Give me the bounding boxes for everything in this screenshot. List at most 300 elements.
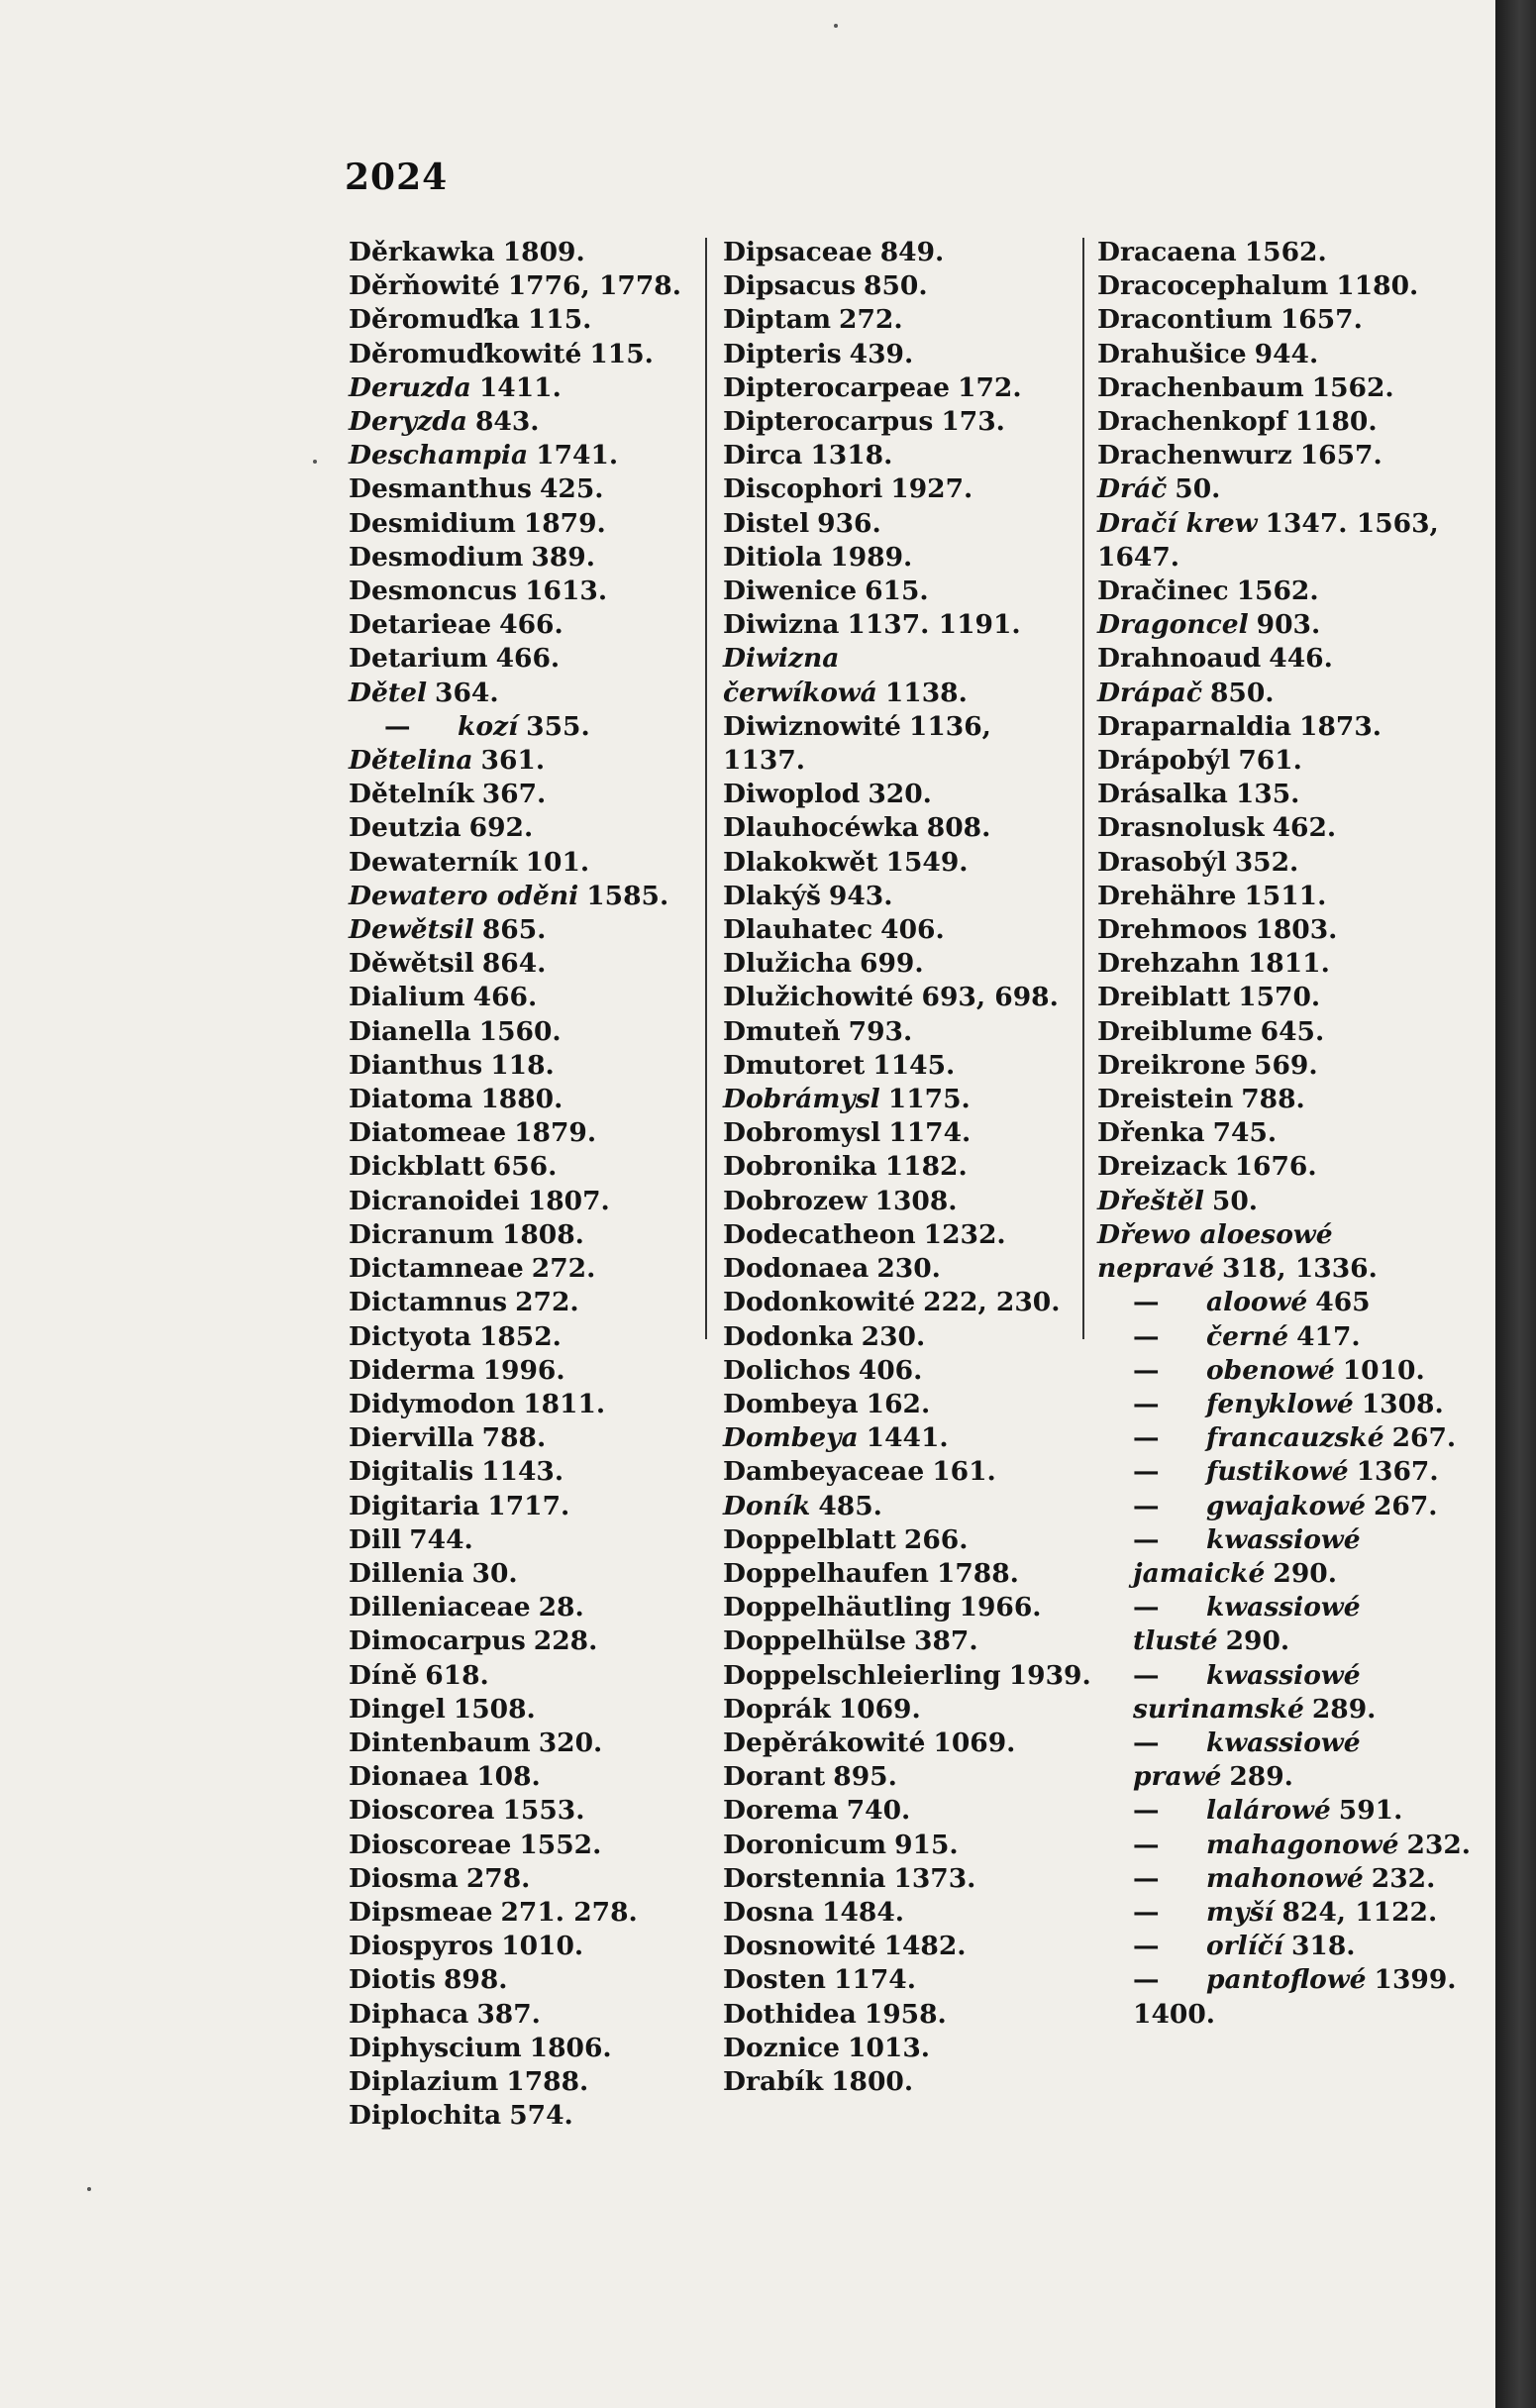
entry-page-ref: 1318. bbox=[810, 440, 893, 471]
entry-page-ref: 895. bbox=[833, 1761, 897, 1793]
entry-term: Deutzia bbox=[349, 812, 461, 844]
entry-page-ref: 1308. bbox=[874, 1185, 958, 1216]
entry-term: Dračí krew bbox=[1097, 507, 1258, 539]
entry-page-ref: 232. bbox=[1371, 1862, 1436, 1894]
index-entry bbox=[723, 1421, 1065, 1455]
entry-term: Desmodium bbox=[349, 541, 524, 573]
index-entry bbox=[723, 1963, 1065, 1997]
index-entry bbox=[349, 405, 685, 439]
entry-page-ref: 864. bbox=[481, 948, 547, 980]
entry-page-ref: 406. bbox=[858, 1354, 923, 1386]
entry-term: Dewaterník bbox=[349, 846, 518, 878]
entry-page-ref: 162. bbox=[866, 1388, 931, 1419]
entry-page-ref: 1367. bbox=[1356, 1456, 1439, 1488]
index-entry bbox=[349, 1116, 685, 1150]
entry-term: Dreiblatt bbox=[1097, 982, 1231, 1013]
entry-term: Dracocephalum bbox=[1097, 270, 1329, 302]
entry-page-ref: 466. bbox=[472, 982, 538, 1013]
entry-page-ref: 135. bbox=[1235, 779, 1300, 810]
index-entry bbox=[349, 2065, 685, 2099]
entry-term: Drachenwurz bbox=[1097, 440, 1292, 471]
entry-page-ref: 30. bbox=[471, 1557, 518, 1589]
entry-term: Dračinec bbox=[1097, 576, 1229, 607]
index-entry bbox=[723, 608, 1065, 642]
entry-term: Dioscorea bbox=[349, 1795, 495, 1827]
index-entry bbox=[1097, 1930, 1474, 1963]
entry-term: Dipterocarpus bbox=[723, 406, 934, 438]
index-entry bbox=[723, 1354, 1065, 1388]
entry-page-ref: 793. bbox=[848, 1015, 913, 1047]
index-entry bbox=[349, 1286, 685, 1319]
entry-page-ref: 1657. bbox=[1280, 304, 1363, 336]
index-entry bbox=[349, 1624, 685, 1658]
entry-term: Dewětsil bbox=[349, 914, 474, 946]
entry-page-ref: 744. bbox=[409, 1523, 473, 1555]
entry-page-ref: 266. bbox=[903, 1523, 969, 1555]
index-entry bbox=[349, 2099, 685, 2133]
entry-term: kwassiowé jamaické bbox=[1133, 1523, 1361, 1589]
entry-term: Dipteris bbox=[723, 338, 842, 369]
entry-page-ref: 361. bbox=[480, 745, 546, 777]
entry-term: Dragoncel bbox=[1097, 609, 1249, 641]
entry-page-ref: 1806. bbox=[529, 2032, 612, 2063]
entry-term: černé bbox=[1206, 1320, 1289, 1352]
entry-page-ref: 1939. bbox=[1008, 1659, 1091, 1691]
entry-page-ref: 1145. bbox=[872, 1049, 956, 1081]
entry-term: Dlakokwět bbox=[723, 846, 878, 878]
entry-term: Dombeya bbox=[723, 1388, 859, 1419]
index-entry bbox=[1097, 1829, 1474, 1862]
entry-page-ref: 387. bbox=[914, 1625, 978, 1657]
entry-term: Děromuďkowité bbox=[349, 338, 582, 369]
entry-term: Diatoma bbox=[349, 1084, 473, 1115]
entry-term: Dothidea bbox=[723, 1998, 857, 2030]
index-entry bbox=[349, 1388, 685, 1421]
index-entry bbox=[1097, 303, 1474, 337]
entry-term: obenowé bbox=[1206, 1354, 1335, 1386]
entry-page-ref: 417. bbox=[1296, 1320, 1361, 1352]
index-entry bbox=[723, 1523, 1065, 1557]
entry-page-ref: 645. bbox=[1260, 1015, 1325, 1047]
index-entry bbox=[1097, 1150, 1474, 1184]
entry-page-ref: 367. bbox=[481, 779, 547, 810]
index-column-3 bbox=[1097, 236, 1474, 2032]
entry-term: Doppelschleierling bbox=[723, 1659, 1001, 1691]
entry-term: Diwoplod bbox=[723, 779, 861, 810]
entry-dash: — bbox=[1133, 1862, 1160, 1894]
index-entry bbox=[1097, 710, 1474, 744]
entry-page-ref: 1776, 1778. bbox=[507, 270, 681, 302]
index-entry bbox=[1097, 1591, 1474, 1658]
entry-page-ref: 1807. bbox=[527, 1185, 610, 1216]
entry-page-ref: 1880. bbox=[480, 1084, 563, 1115]
index-entry bbox=[349, 1591, 685, 1624]
entry-term: Dianthus bbox=[349, 1049, 483, 1081]
entry-term: aloowé bbox=[1206, 1287, 1308, 1318]
entry-page-ref: 1549. bbox=[885, 846, 969, 878]
index-entry bbox=[1097, 744, 1474, 778]
index-entry bbox=[349, 1794, 685, 1828]
entry-term: Dolichos bbox=[723, 1354, 851, 1386]
entry-term: Dětel bbox=[349, 677, 428, 708]
entry-page-ref: 1879. bbox=[514, 1117, 597, 1149]
index-entry bbox=[723, 1659, 1091, 1693]
index-entry bbox=[349, 710, 685, 744]
entry-term: Dreizack bbox=[1097, 1151, 1227, 1183]
index-entry bbox=[349, 575, 685, 608]
entry-page-ref: 1180. bbox=[1336, 270, 1419, 302]
entry-page-ref: 1232. bbox=[923, 1218, 1006, 1250]
entry-term: Detarieae bbox=[349, 609, 492, 641]
index-entry bbox=[723, 1794, 1065, 1828]
entry-page-ref: 915. bbox=[894, 1829, 959, 1860]
entry-term: Drahnoaud bbox=[1097, 643, 1262, 675]
entry-page-ref: 1613. bbox=[525, 576, 608, 607]
entry-term: Děromuďka bbox=[349, 304, 520, 336]
index-entry bbox=[349, 913, 685, 947]
entry-dash: — bbox=[1133, 1795, 1160, 1827]
entry-page-ref: 788. bbox=[1241, 1084, 1305, 1115]
entry-term: Deruzda bbox=[349, 371, 471, 403]
index-entry bbox=[349, 472, 685, 506]
index-entry bbox=[723, 1049, 1065, 1083]
index-entry bbox=[1097, 338, 1474, 371]
entry-page-ref: 289. bbox=[1229, 1761, 1293, 1793]
entry-page-ref: 1552. bbox=[519, 1829, 602, 1860]
entry-page-ref: 1010. bbox=[1342, 1354, 1425, 1386]
entry-page-ref: 1136, 1137. bbox=[723, 710, 991, 777]
entry-dash: — bbox=[1133, 1829, 1160, 1860]
entry-page-ref: 1996. bbox=[482, 1354, 565, 1386]
entry-page-ref: 1811. bbox=[523, 1388, 606, 1419]
entry-term: Dobromysl bbox=[723, 1117, 881, 1149]
entry-term: Dlauhocéwka bbox=[723, 812, 919, 844]
entry-term: Dobronika bbox=[723, 1151, 877, 1183]
entry-page-ref: 693, 698. bbox=[921, 982, 1059, 1013]
entry-term: Dreikrone bbox=[1097, 1049, 1246, 1081]
entry-page-ref: 289. bbox=[1311, 1693, 1377, 1725]
entry-term: Diotis bbox=[349, 1964, 436, 1996]
index-entry bbox=[349, 778, 685, 811]
entry-term: Děrkawka bbox=[349, 237, 495, 267]
index-entry bbox=[1097, 1218, 1474, 1286]
index-entry bbox=[723, 1252, 1065, 1286]
entry-term: Dombeya bbox=[723, 1422, 859, 1454]
entry-term: Dambeyaceae bbox=[723, 1456, 925, 1488]
entry-term: Dodonaea bbox=[723, 1253, 870, 1285]
entry-page-ref: 230. bbox=[876, 1253, 941, 1285]
index-entry bbox=[723, 1116, 1065, 1150]
entry-page-ref: 290. bbox=[1225, 1625, 1290, 1657]
index-entry bbox=[1097, 642, 1474, 676]
entry-term: Drahušice bbox=[1097, 338, 1247, 369]
entry-page-ref: 406. bbox=[880, 914, 945, 946]
paper-speck bbox=[834, 24, 838, 28]
index-entry bbox=[349, 1896, 685, 1930]
index-entry bbox=[723, 1727, 1065, 1760]
entry-page-ref: 1927. bbox=[890, 473, 973, 505]
entry-term: Dracaena bbox=[1097, 237, 1237, 267]
entry-term: Dictamneae bbox=[349, 1253, 524, 1285]
index-entry bbox=[1097, 236, 1474, 269]
entry-term: Dictyota bbox=[349, 1320, 471, 1352]
entry-page-ref: 352. bbox=[1234, 846, 1299, 878]
index-entry bbox=[723, 269, 1065, 303]
index-entry bbox=[723, 1693, 1065, 1727]
entry-page-ref: 865. bbox=[481, 914, 547, 946]
index-entry bbox=[1097, 1523, 1474, 1591]
entry-term: kwassiowé prawé bbox=[1133, 1727, 1361, 1793]
entry-term: Didymodon bbox=[349, 1388, 516, 1419]
index-entry bbox=[349, 303, 685, 337]
index-entry bbox=[723, 1388, 1065, 1421]
index-entry bbox=[1097, 1320, 1474, 1354]
entry-term: Dictamnus bbox=[349, 1287, 508, 1318]
entry-page-ref: 1138. bbox=[884, 677, 968, 708]
entry-term: Dřenka bbox=[1097, 1117, 1205, 1149]
entry-term: Deryzda bbox=[349, 406, 467, 438]
entry-page-ref: 898. bbox=[443, 1964, 508, 1996]
index-entry bbox=[723, 1150, 1065, 1184]
entry-term: Dosten bbox=[723, 1964, 826, 1996]
entry-term: Dosnowité bbox=[723, 1931, 876, 1962]
entry-term: Desmidium bbox=[349, 507, 516, 539]
entry-term: Detarium bbox=[349, 643, 488, 675]
entry-page-ref: 1482. bbox=[883, 1931, 967, 1962]
index-entry bbox=[349, 1049, 685, 1083]
entry-page-ref: 850. bbox=[864, 270, 928, 302]
entry-page-ref: 1137. 1191. bbox=[847, 609, 1021, 641]
entry-dash: — bbox=[1133, 1320, 1160, 1352]
index-entry bbox=[1097, 472, 1474, 506]
index-entry bbox=[349, 1963, 685, 1997]
entry-term: Drehzahn bbox=[1097, 948, 1240, 980]
entry-page-ref: 1175. bbox=[887, 1084, 971, 1115]
entry-page-ref: 843. bbox=[474, 406, 540, 438]
index-entry bbox=[723, 981, 1065, 1014]
entry-term: Dreistein bbox=[1097, 1084, 1234, 1115]
entry-page-ref: 1174. bbox=[833, 1964, 916, 1996]
index-entry bbox=[723, 811, 1065, 845]
entry-term: Dorant bbox=[723, 1761, 826, 1793]
entry-page-ref: 569. bbox=[1254, 1049, 1318, 1081]
index-entry bbox=[723, 1896, 1065, 1930]
entry-page-ref: 318, 1336. bbox=[1222, 1253, 1378, 1285]
index-entry bbox=[349, 1218, 685, 1252]
index-entry bbox=[349, 269, 685, 303]
entry-page-ref: 118. bbox=[490, 1049, 555, 1081]
entry-term: Diphaca bbox=[349, 1998, 469, 2030]
entry-term: Dmutoret bbox=[723, 1049, 866, 1081]
entry-term: Dlužichowité bbox=[723, 982, 914, 1013]
entry-term: Dětelník bbox=[349, 779, 474, 810]
entry-page-ref: 1562. bbox=[1244, 237, 1327, 267]
entry-page-ref: 1347. 1563, 1647. bbox=[1097, 507, 1439, 573]
entry-page-ref: 267. bbox=[1391, 1422, 1457, 1454]
entry-page-ref: 1373. bbox=[893, 1862, 976, 1894]
index-entry bbox=[349, 1862, 685, 1896]
entry-page-ref: 1741. bbox=[536, 440, 619, 471]
index-entry bbox=[1097, 1083, 1474, 1116]
entry-term: Dicranum bbox=[349, 1218, 494, 1250]
entry-page-ref: 788. bbox=[481, 1422, 547, 1454]
entry-page-ref: 699. bbox=[860, 948, 924, 980]
index-entry bbox=[723, 371, 1065, 405]
entry-term: Dracontium bbox=[1097, 304, 1273, 336]
entry-term: Dodonkowité bbox=[723, 1287, 916, 1318]
entry-term: Doppelhülse bbox=[723, 1625, 907, 1657]
page-number: 2024 bbox=[345, 157, 449, 198]
index-entry bbox=[1097, 269, 1474, 303]
index-entry bbox=[349, 846, 685, 880]
index-entry bbox=[723, 236, 1065, 269]
entry-page-ref: 1508. bbox=[453, 1693, 536, 1725]
entry-term: Drehähre bbox=[1097, 880, 1237, 911]
entry-page-ref: 101. bbox=[525, 846, 590, 878]
index-entry bbox=[349, 608, 685, 642]
entry-term: Dřeštěl bbox=[1097, 1185, 1204, 1216]
entry-page-ref: 1585. bbox=[586, 880, 669, 911]
entry-page-ref: 1989. bbox=[830, 541, 913, 573]
entry-term: kozí bbox=[458, 710, 519, 742]
entry-dash: — bbox=[384, 710, 411, 742]
index-entry bbox=[349, 1930, 685, 1963]
entry-term: Doprák bbox=[723, 1693, 831, 1725]
index-entry bbox=[723, 1320, 1065, 1354]
index-entry bbox=[723, 947, 1065, 981]
entry-term: Dilleniaceae bbox=[349, 1592, 531, 1623]
entry-term: Dill bbox=[349, 1523, 402, 1555]
entry-term: Dřewo aloesowé nepravé bbox=[1097, 1218, 1333, 1285]
entry-term: Dlužicha bbox=[723, 948, 853, 980]
entry-dash: — bbox=[1133, 1592, 1160, 1623]
entry-term: Dillenia bbox=[349, 1557, 464, 1589]
entry-page-ref: 232. bbox=[1406, 1829, 1472, 1860]
index-entry bbox=[349, 507, 685, 541]
entry-term: Děwětsil bbox=[349, 948, 474, 980]
index-entry bbox=[349, 642, 685, 676]
index-entry bbox=[1097, 1455, 1474, 1489]
entry-term: Dosna bbox=[723, 1896, 815, 1928]
entry-page-ref: 1010. bbox=[501, 1931, 584, 1962]
entry-term: Doník bbox=[723, 1490, 811, 1521]
index-entry bbox=[349, 880, 685, 913]
entry-page-ref: 1174. bbox=[888, 1117, 972, 1149]
entry-page-ref: 172. bbox=[958, 371, 1022, 403]
entry-page-ref: 364. bbox=[435, 677, 499, 708]
entry-term: Drachenbaum bbox=[1097, 371, 1304, 403]
entry-dash: — bbox=[1133, 1931, 1160, 1962]
entry-term: Dmuteň bbox=[723, 1015, 841, 1047]
entry-page-ref: 1411. bbox=[478, 371, 562, 403]
index-entry bbox=[723, 2032, 1065, 2065]
index-entry bbox=[349, 1659, 685, 1693]
entry-term: kwassiowé tlusté bbox=[1133, 1592, 1361, 1657]
column-divider-1 bbox=[705, 238, 707, 1339]
entry-term: gwajakowé bbox=[1206, 1490, 1366, 1521]
entry-term: Dětelina bbox=[349, 745, 473, 777]
entry-term: Dlakýš bbox=[723, 880, 821, 911]
entry-page-ref: 439. bbox=[849, 338, 914, 369]
index-entry bbox=[1097, 677, 1474, 710]
index-entry bbox=[723, 913, 1065, 947]
entry-term: francauzské bbox=[1206, 1422, 1384, 1454]
entry-page-ref: 903. bbox=[1256, 609, 1321, 641]
index-entry bbox=[1097, 811, 1474, 845]
entry-page-ref: 656. bbox=[492, 1151, 558, 1183]
index-entry bbox=[1097, 913, 1474, 947]
index-entry bbox=[723, 439, 1065, 472]
index-entry bbox=[349, 1083, 685, 1116]
entry-page-ref: 228. bbox=[533, 1625, 598, 1657]
entry-page-ref: 1562. bbox=[1236, 576, 1319, 607]
entry-page-ref: 1800. bbox=[831, 2065, 914, 2097]
entry-term: Deschampia bbox=[349, 440, 529, 471]
entry-page-ref: 1958. bbox=[864, 1998, 947, 2030]
entry-term: Distel bbox=[723, 507, 810, 539]
index-entry bbox=[723, 1455, 1065, 1489]
index-entry bbox=[723, 1286, 1065, 1319]
index-entry bbox=[1097, 507, 1474, 575]
index-entry bbox=[349, 1998, 685, 2032]
entry-page-ref: 745. bbox=[1212, 1117, 1278, 1149]
index-entry bbox=[1097, 1185, 1474, 1218]
entry-page-ref: 355. bbox=[526, 710, 590, 742]
entry-term: Doronicum bbox=[723, 1829, 887, 1860]
entry-term: Dorstennia bbox=[723, 1862, 886, 1894]
entry-term: Doppelhäutling bbox=[723, 1592, 952, 1623]
entry-page-ref: 318. bbox=[1290, 1931, 1356, 1962]
index-entry bbox=[1097, 1659, 1474, 1727]
entry-dash: — bbox=[1133, 1727, 1160, 1758]
entry-page-ref: 591. bbox=[1338, 1795, 1403, 1827]
scan-gutter bbox=[1495, 0, 1536, 2408]
index-entry bbox=[1097, 1963, 1474, 2031]
entry-page-ref: 824, 1122. bbox=[1281, 1896, 1438, 1928]
entry-term: Děrňowité bbox=[349, 270, 500, 302]
entry-page-ref: 462. bbox=[1272, 812, 1337, 844]
entry-term: orlíčí bbox=[1206, 1931, 1283, 1962]
entry-dash: — bbox=[1133, 1287, 1160, 1318]
entry-term: Dipsmeae bbox=[349, 1896, 493, 1928]
entry-term: Diplochita bbox=[349, 2100, 502, 2132]
entry-term: mahonowé bbox=[1206, 1862, 1364, 1894]
column-divider-2 bbox=[1082, 238, 1084, 1339]
index-entry bbox=[1097, 1794, 1474, 1828]
index-entry bbox=[1097, 1049, 1474, 1083]
index-column-1 bbox=[349, 236, 685, 2133]
entry-term: Dodonka bbox=[723, 1320, 854, 1352]
index-entry bbox=[349, 1320, 685, 1354]
index-entry bbox=[723, 778, 1065, 811]
index-entry bbox=[1097, 1354, 1474, 1388]
index-entry bbox=[349, 1523, 685, 1557]
entry-page-ref: 272. bbox=[839, 304, 903, 336]
entry-dash: — bbox=[1133, 1456, 1160, 1488]
entry-term: Ditiola bbox=[723, 541, 823, 573]
entry-term: Díně bbox=[349, 1659, 418, 1691]
index-entry bbox=[1097, 371, 1474, 405]
index-entry bbox=[349, 1185, 685, 1218]
entry-page-ref: 615. bbox=[865, 576, 929, 607]
entry-page-ref: 1143. bbox=[481, 1456, 564, 1488]
index-entry bbox=[1097, 1388, 1474, 1421]
entry-page-ref: 115. bbox=[527, 304, 592, 336]
entry-page-ref: 1879. bbox=[523, 507, 606, 539]
entry-page-ref: 108. bbox=[476, 1761, 541, 1793]
entry-page-ref: 1852. bbox=[478, 1320, 562, 1352]
index-entry bbox=[349, 1421, 685, 1455]
